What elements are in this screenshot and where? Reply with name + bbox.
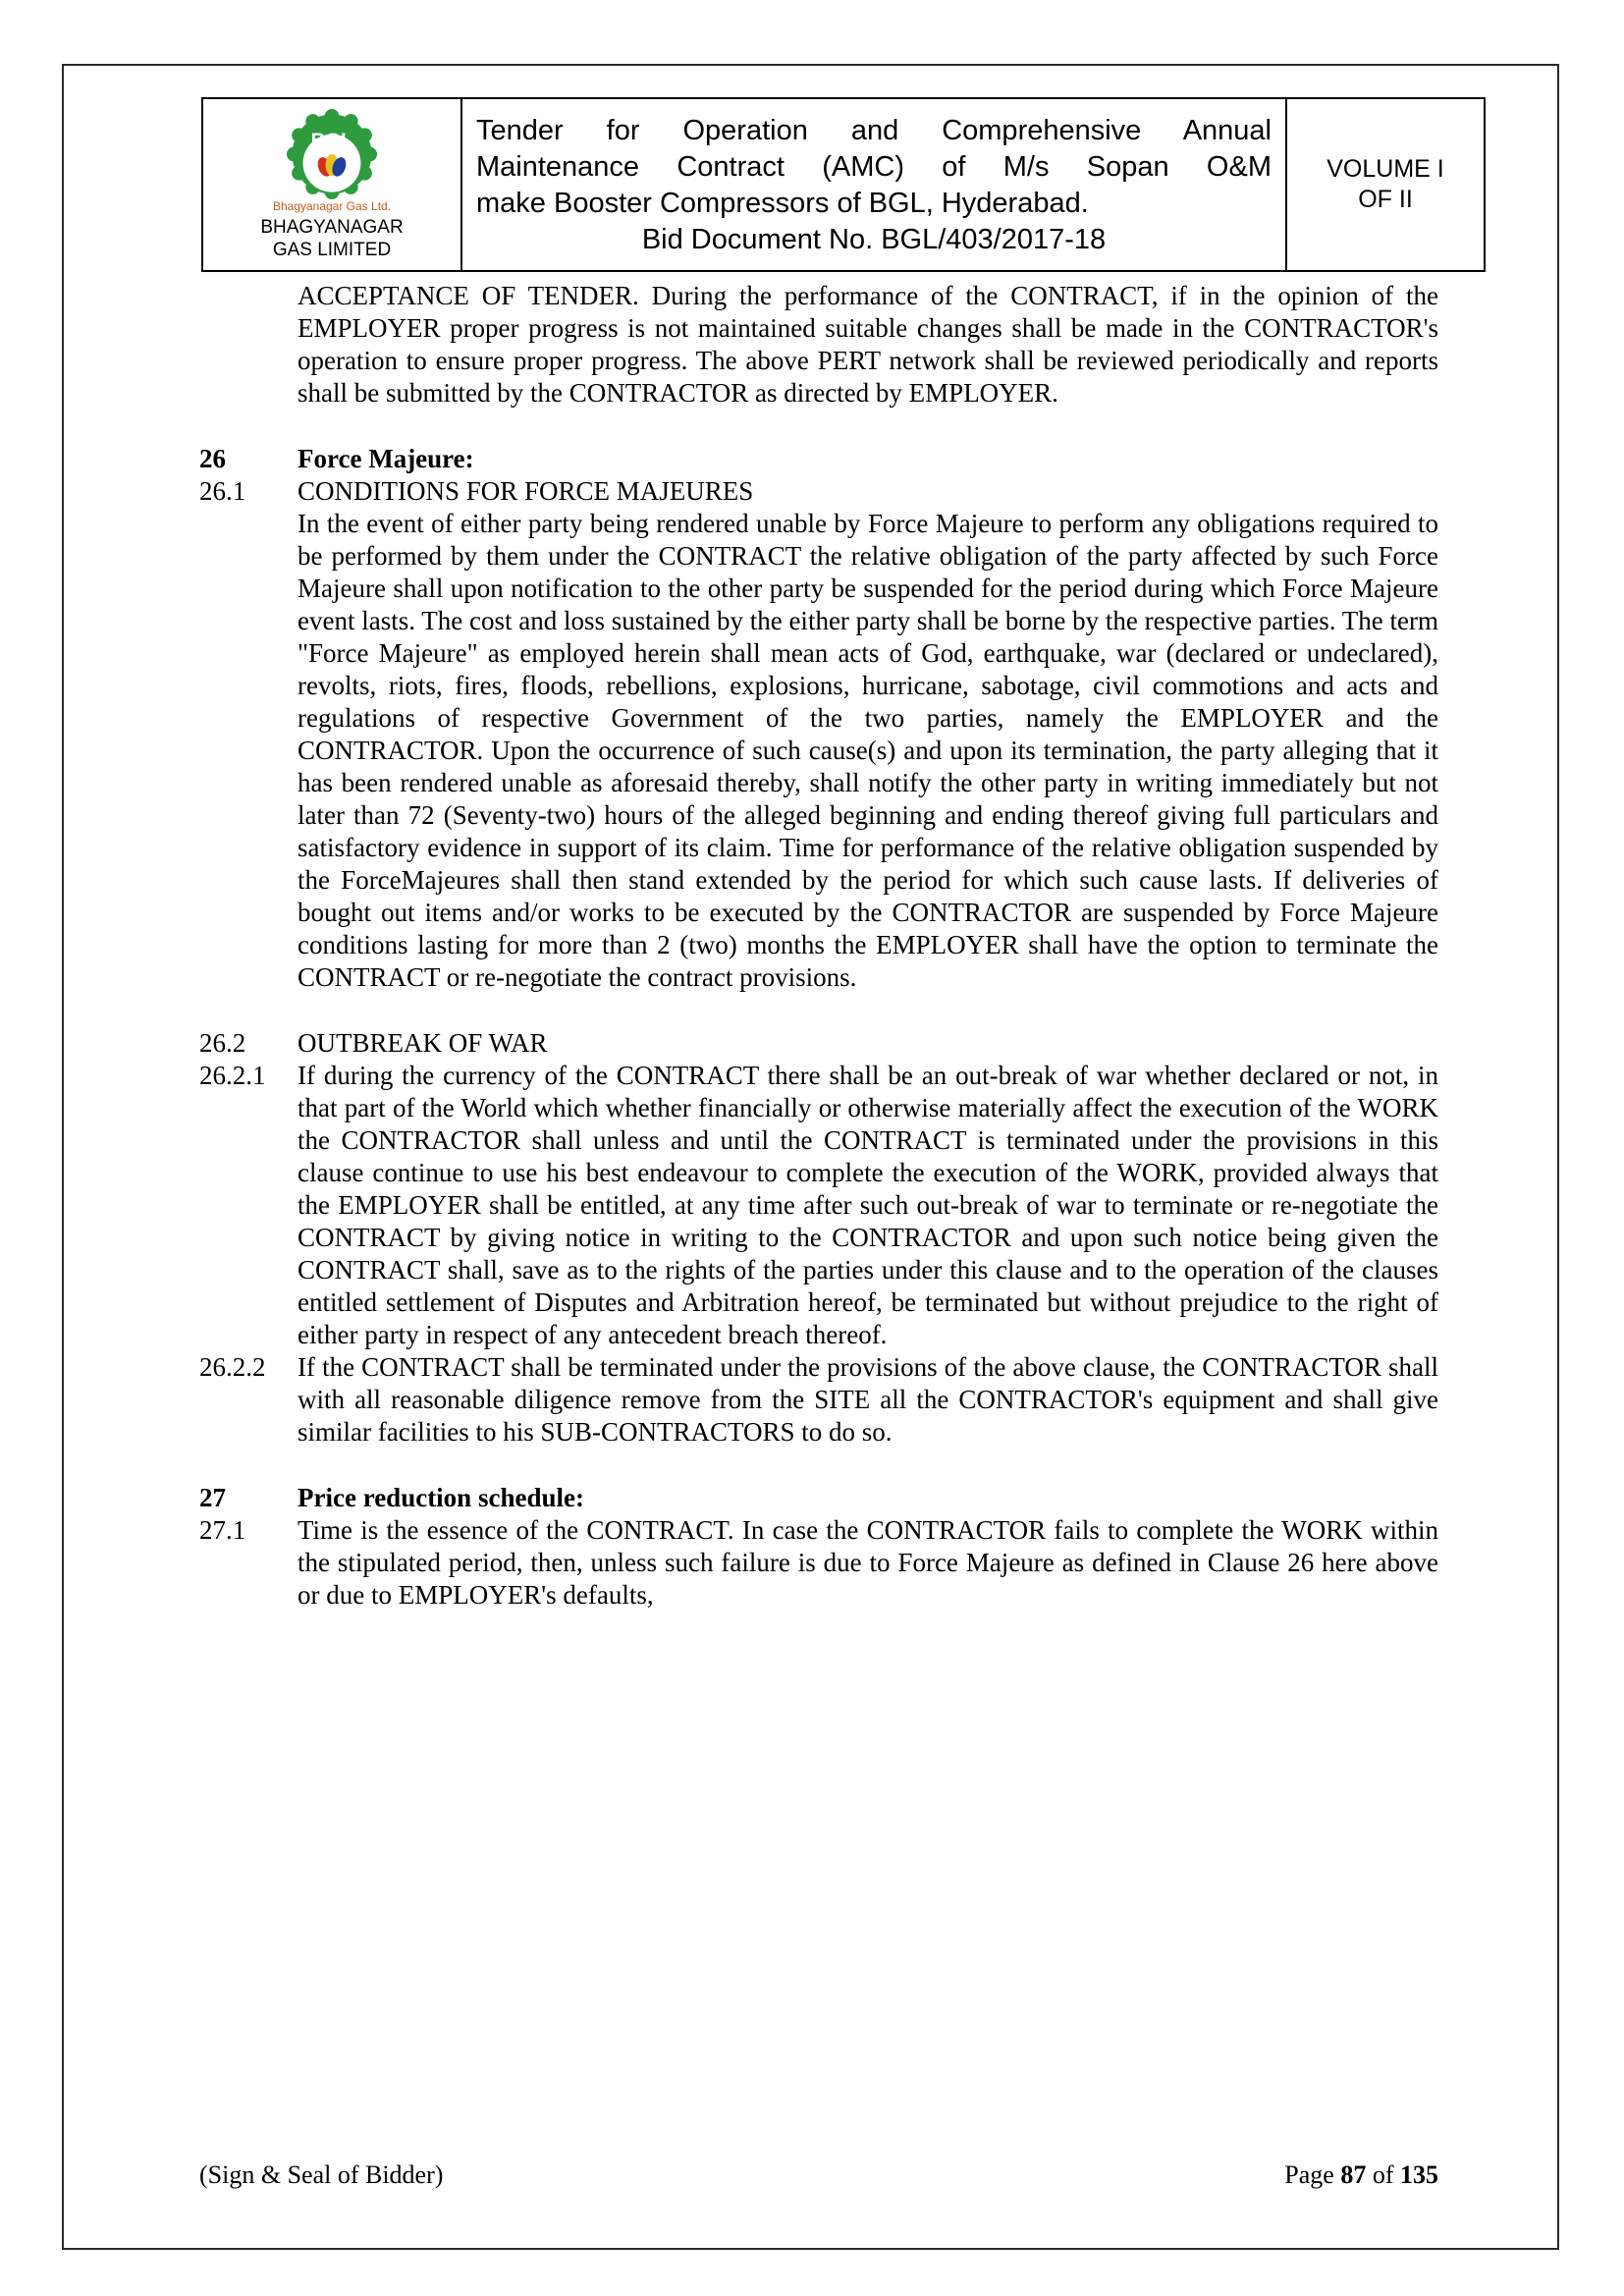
svg-text:BGL: BGL	[310, 130, 353, 152]
logo-subtext: Bhagyanagar Gas Ltd.	[272, 198, 392, 213]
spacer	[199, 994, 1438, 1027]
document-body	[199, 280, 1438, 1612]
title-line: Tender for Operation and Comprehensive Annual	[476, 115, 1272, 146]
volume-line: VOLUME I	[1326, 155, 1444, 183]
clause-number: 26.2	[199, 1028, 246, 1058]
clause-number: 27.1	[199, 1515, 246, 1545]
bgl-logo-icon	[287, 109, 377, 199]
header-table	[201, 97, 1486, 272]
volume-line: OF II	[1358, 186, 1413, 213]
title-line: make Booster Compressors of BGL, Hyderabad.	[476, 188, 1089, 219]
footer	[199, 2159, 1438, 2191]
page-number: 87	[1340, 2160, 1367, 2189]
clause-number: 26.2.2	[199, 1352, 266, 1382]
clause-paragraph: If during the currency of the CONTRACT there shall be an out-break of war whether declared or not, in that part of the World which whether financially or otherwise materially affect the execution of the WORK the CONTRACTOR shall unless and until the CONTRACT is terminated under the provisions in this clause continue to use his best endeavour to complete the execution of the WORK, provided always that the EMPLOYER shall be entitled, at any time after such out-break of war to terminate or re-negotiate the CONTRACT by giving notice in writing to the CONTRACTOR and upon such notice being given the CONTRACT shall, save as to the rights of the parties under this clause and to the operation of the clauses entitled settlement of Disputes and Arbitration hereof, be terminated but without prejudice to the right of either party in respect of any antecedent breach thereof.	[298, 1061, 1438, 1349]
logo-cell	[203, 99, 462, 270]
volume-cell	[1287, 99, 1484, 270]
clause-title: Force Majeure:	[298, 444, 474, 473]
clause-title: Price reduction schedule:	[298, 1483, 584, 1512]
section-heading-27	[199, 1482, 1438, 1514]
clause-title: CONDITIONS FOR FORCE MAJEURES	[298, 476, 754, 506]
sign-seal-label: (Sign & Seal of Bidder)	[199, 2160, 444, 2189]
spacer	[199, 1449, 1438, 1482]
page-border	[62, 64, 1559, 2250]
clause-26-1-paragraph: In the event of either party being rendered unable by Force Majeure to perform any obligations required to be performed by them under the CONTRACT the relative obligation of the party affected by such Force Majeure shall upon notification to the other party be suspended for the period during which Force Majeure event lasts. The cost and loss sustained by the either party shall be borne by the respective parties. The term "Force Majeure" as employed herein shall mean acts of God, earthquake, war (declared or undeclared), revolts, riots, fires, floods, rebellions, explosions, hurricane, sabotage, civil commotions and acts and regulations of respective Government of the two parties, namely the EMPLOYER and the CONTRACTOR. Upon the occurrence of such cause(s) and upon its termination, the party alleging that it has been rendered unable as aforesaid thereby, shall notify the other party in writing immediately but not later than 72 (Seventy-two) hours of the alleged beginning and ending thereof giving full particulars and satisfactory evidence in support of its claim. Time for performance of the relative obligation suspended by the ForceMajeures shall then stand extended by the period for which such cause lasts. If deliveries of bought out items and/or works to be executed by the CONTRACTOR are suspended by Force Majeure conditions lasting for more than 2 (two) months the EMPLOYER shall have the option to terminate the CONTRACT or re-negotiate the contract provisions.	[298, 509, 1438, 992]
section-heading-26	[199, 443, 1438, 475]
page-indicator	[1284, 2159, 1438, 2191]
page-total: 135	[1400, 2160, 1438, 2189]
header-title	[462, 99, 1287, 270]
clause-26-2-1	[199, 1060, 1438, 1351]
title-line: Maintenance Contract (AMC) of M/s Sopan O&M	[476, 151, 1272, 183]
intro-paragraph: ACCEPTANCE OF TENDER. During the performance of the CONTRACT, if in the opinion of the EMPLOYER proper progress is not maintained suitable changes shall be made in the CONTRACTOR's operation to ensure proper progress. The above PERT network shall be reviewed periodically and reports shall be submitted by the CONTRACTOR as directed by EMPLOYER.	[298, 281, 1438, 408]
clause-26-1	[199, 475, 1438, 508]
clause-26-2-2	[199, 1351, 1438, 1449]
clause-paragraph: Time is the essence of the CONTRACT. In case the CONTRACTOR fails to complete the WORK within the stipulated period, then, unless such failure is due to Force Majeure as defined in Clause 26 here above or due to EMPLOYER's defaults,	[298, 1515, 1438, 1610]
clause-number: 27	[199, 1483, 226, 1512]
clause-number: 26.2.1	[199, 1061, 266, 1090]
page-word: Page	[1284, 2160, 1334, 2189]
clause-27-1	[199, 1514, 1438, 1612]
clause-title: OUTBREAK OF WAR	[298, 1028, 548, 1058]
clause-number: 26	[199, 444, 226, 473]
clause-number: 26.1	[199, 476, 246, 506]
clause-paragraph: If the CONTRACT shall be terminated under the provisions of the above clause, the CONTRACTOR shall with all reasonable diligence remove from the SITE all the CONTRACTOR's equipment and shall give similar facilities to his SUB-CONTRACTORS to do so.	[298, 1352, 1438, 1447]
of-word: of	[1372, 2160, 1394, 2189]
spacer	[199, 410, 1438, 443]
clause-26-2	[199, 1027, 1438, 1060]
bid-doc-line: Bid Document No. BGL/403/2017-18	[641, 224, 1107, 255]
org-name: BHAGYANAGAR GAS LIMITED	[260, 216, 404, 260]
